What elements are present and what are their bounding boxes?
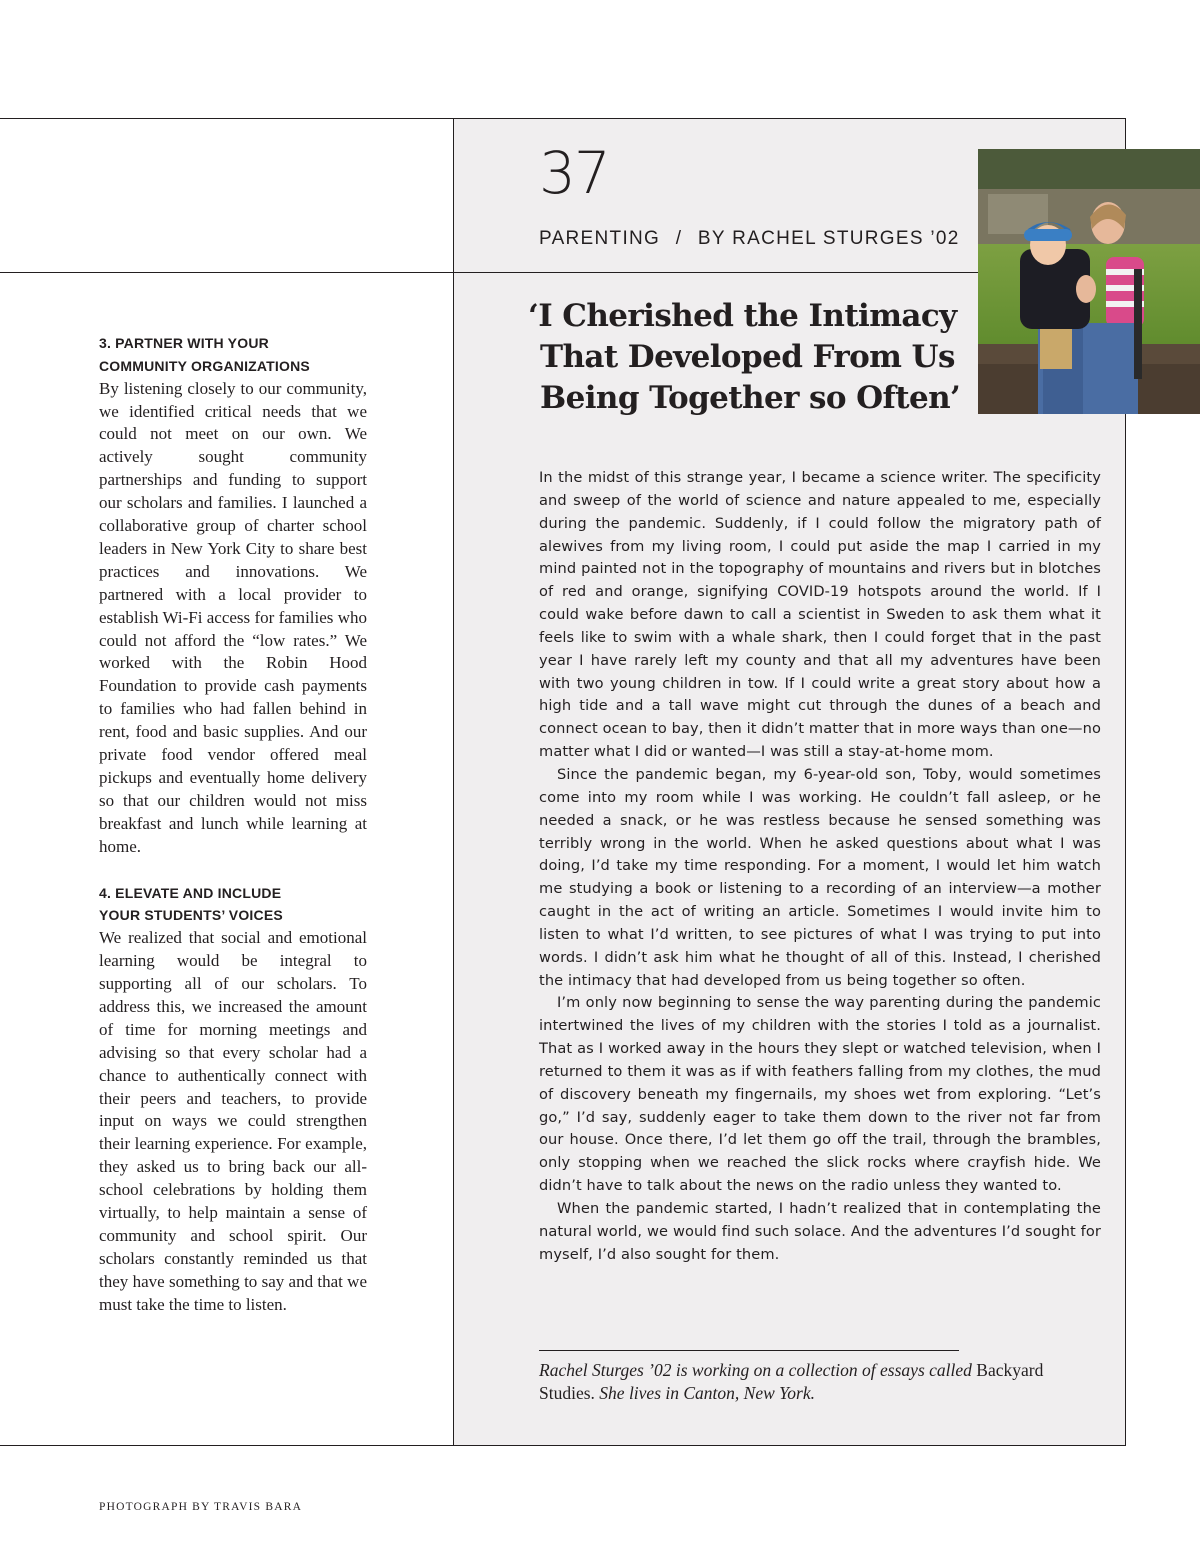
article-paragraph: In the midst of this strange year, I became a science writer. The specificity and sweep of the world of science and nature appealed to me, especially during the pandemic. Suddenly, if I could follow the migratory path of alewives from my living room, I could put aside the map I carried in my mind painted not in the topography of mountains and rivers but in blotches of red and orange, signifying COVID-19 hotspots around the world. If I could wake before dawn to call a scientist in Sweden to ask them what it feels like to swim with a whale shark, then I could forget that in the past year I have rarely left my county and that all my adventures have been with two young children in tow. If I could write a great story about how a high tide and a tall wave might cut through the dunes of a beach and connect ocean to bay, then it didn’t matter that in more ways than one—no matter what I did or wanted—I was still a stay-at-home mom. [539,469,1101,761]
category-label: PARENTING [539,228,661,249]
top-rule [0,118,1125,119]
photo-credit: PHOTOGRAPH BY TRAVIS BARA [99,1501,303,1513]
section-heading-line: YOUR STUDENTS’ VOICES [99,907,283,924]
photo-illustration [978,149,1200,414]
column-divider [453,118,454,1446]
bio-text: She lives in Canton, New York. [594,1382,815,1403]
article-paragraph: When the pandemic started, I hadn’t realized that in contemplating the natural world, we would find such solace. And the adventures I’d sought for myself, I’d also sought for them. [539,1200,1101,1263]
author-bio [539,1359,1099,1405]
section-body: We realized that social and emotional learning would be integral to supporting all of our scholars. To address this, we increased the amount of time for morning meetings and advising so that every scholar had a chance to authentically connect with their peers and teachers, to provide input on ways we could strengthen their learning experience. For example, they asked us to bring back our all-school celebrations by holding them virtually, to help maintain a sense of community and school spirit. Our scholars constantly reminded us that they have something to say and that we must take the time to listen. [99,928,367,1314]
headline-line: That Developed From Us [540,339,955,375]
headline [528,296,961,419]
headline-line: Being Together so Often’ [540,380,961,416]
issue-number: 37 [539,139,609,207]
bio-text: Rachel Sturges ’02 is working on a collection of essays called [539,1360,977,1380]
section-heading-line: 3. PARTNER WITH YOUR [99,335,269,351]
section-body: By listening closely to our community, we identified critical needs that we could not meet on our own. We actively sought community partnerships and funding to support our scholars and families. I launched a collaborative group of charter school leaders in New York City to share best practices and innovations. We partnered with a local provider to establish Wi-Fi access for families who could not afford the “low rates.” We worked with the Robin Hood Foundation to provide cash payments to families who had fallen behind in rent, food and basic supplies. And our private food vendor offered meal pickups and eventually home delivery so that our children would not miss breakfast and lunch while learning at home. [99,378,367,856]
header-rule [0,272,978,273]
bio-book-title: Backyard Studies. [539,1360,1044,1403]
section-heading [99,882,367,928]
article-body [539,467,1101,1267]
byline [539,229,960,248]
bio-rule [539,1350,959,1351]
section-heading-line: 4. ELEVATE AND INCLUDE [99,884,282,901]
section-heading [99,332,367,378]
portrait-photo [978,149,1200,414]
author-byline: BY RACHEL STURGES ’02 [697,228,960,249]
left-column [99,332,367,1317]
byline-separator: / [675,228,683,249]
headline-line: ‘I Cherished the Intimacy [528,298,957,334]
bottom-rule [0,1445,1125,1446]
panel-right-edge-lower [1125,414,1126,1446]
section-heading-line: COMMUNITY ORGANIZATIONS [99,357,310,374]
article-paragraph: I’m only now beginning to sense the way parenting during the pandemic intertwined the lives of my children with the stories I told as a journalist. That as I worked away in the hours they slept or watched television, when I returned to them it was as if with feathers falling from my clothes, the mud of discovery beneath my fingernails, my shoes wet from exploring. “Let’s go,” I’d say, suddenly eager to take them down to the river not far from our house. Once there, I’d let them go off the trail, through the brambles, only stopping when we reached the slick rocks where crayfish hide. We didn’t have to talk about the news on the radio unless they wanted to. [539,994,1101,1195]
panel-right-edge [1125,118,1126,149]
article-paragraph: Since the pandemic began, my 6-year-old son, Toby, would sometimes come into my room while I was working. He couldn’t fall asleep, or he needed a snack, or he was restless because he sensed something was terribly wrong in the world. When he asked questions about what I was doing, I’d take my time responding. For a moment, I would let him watch me studying a book or listening to a recording of an interview—a mother caught in the act of writing an article. Sometimes I would invite him to listen to what I’d written, to see pictures of what I was trying to put into words. I didn’t ask him what he thought of all of this. Instead, I cherished the intimacy that had developed from us being together so often. [539,765,1101,989]
